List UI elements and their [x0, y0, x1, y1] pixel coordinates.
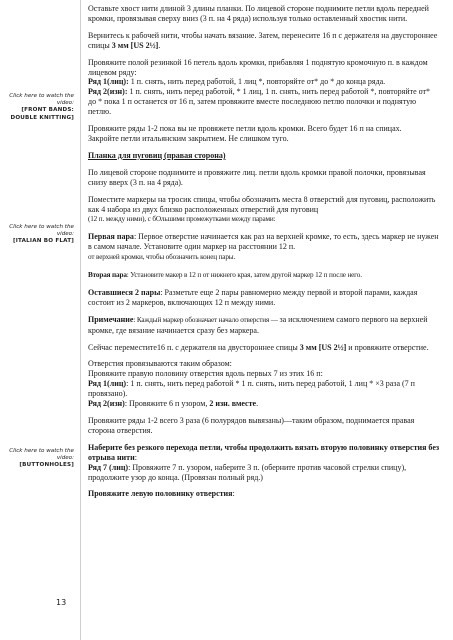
video-link-italian-bo[interactable] [2, 224, 74, 246]
paragraph: Провяжите ряды 1-2 пока вы не провяжете петли вдоль кромки. Всего будет 16 п на спицах. [88, 124, 402, 134]
page-number: 13 [56, 598, 67, 607]
video-link-text: Click here to watch the video: [9, 224, 74, 238]
pair-instruction: Первая пара: Первое отверстие начинается как раз на верхней кромке, то есть, здесь маркер не нужен в самом начале. Установите один маркер на расстоянии 12 п. от верхней кромки, чтобы обозначить конец пары. [88, 232, 439, 262]
row-instruction: Ряд 7 (лиц): Провяжите 7 п. узором, наберите 3 п. (оберните против часовой стрелки спицу), продолжите узор до конца. (Провязан полный ряд.) [88, 462, 407, 482]
paragraph: Провяжите полой резинкой 16 петель вдоль кромки, прибавляя 1 поднятую кромочную п. в каждом лицевом ряду: [88, 57, 428, 77]
paragraph: Поместите маркеры на тросик спицы, чтобы обозначить места 8 отверстий для пуговиц, расположить как 4 набора из двух близко расположенных отверстий для пуговиц (12 п. между ними), с бОльшими промежутками между парами: [88, 194, 436, 224]
video-link-text: Click here to watch the video: [9, 93, 74, 107]
margin-rule [80, 0, 81, 640]
paragraph: Провяжите ряды 1-2 всего 3 раза (6 полурядов вывязаны)—таким образом, поднимается правая сторона отверстия. [88, 416, 415, 435]
paragraph: Оставьте хвост нити длиной 3 длины планки. По лицевой стороне поднимите петли вдоль передней кромки, провязывая сверху вниз (3 п. на 4 ряда) используя только оставленный хвостик нити. [88, 4, 429, 23]
paragraph: Провяжите правую половину отверстия вдоль первых 7 из этих 16 п: [88, 369, 323, 379]
video-link-text: Click here to watch the video: [9, 448, 74, 462]
paragraph: Отверстия провязываются таким образом: [88, 359, 232, 369]
page-content [88, 4, 440, 506]
video-link-label: [ITALIAN BO FLAT] [13, 238, 74, 245]
note: Примечание: Каждый маркер обозначает начало отверстия — за исключением самого первого на верхней кромке, где вязание начинается сразу без маркера. [88, 314, 428, 335]
row-instruction: Ряд 1(лиц): 1 п. снять, нить перед работой * 1 п. снять, нить перед работой, 1 лиц * ×3 раза (7 п провязано). [88, 379, 415, 399]
paragraph: Наберите без резкого перехода петли, чтобы продолжить вязать вторую половинку отверстия без отрыва нити: [88, 442, 440, 462]
video-link-label: [BUTTONHOLES] [19, 462, 74, 469]
video-link-buttonholes[interactable] [2, 448, 74, 470]
paragraph: Вернитесь к рабочей нити, чтобы начать вязание. Затем, перенесите 16 п с держателя на двустороннее спицы 3 мм [US 2½]. [88, 30, 438, 50]
pair-instruction: Оставшиеся 2 пары: Разметьте еще 2 пары равномерно между первой и второй парами, каждая состоит из 2 маркеров, включающих 12 п между ними. [88, 287, 418, 307]
paragraph: Закройте петли итальянским закрытием. Не слишком туго. [88, 133, 289, 143]
paragraph: По лицевой стороне поднимите и провяжите лиц. петли вдоль кромки правой полочки, провязывая снизу вверх (3 п. на 4 ряда). [88, 167, 426, 187]
video-link-label: [FRONT BANDS: DOUBLE KNITTING] [10, 107, 74, 121]
video-link-front-bands[interactable] [2, 93, 74, 122]
pair-instruction: Вторая пара: Установите макер в 12 п от нижнего края, затем другой маркер 12 п после него. [88, 271, 362, 280]
paragraph: Провяжите левую половинку отверстия: [88, 489, 235, 499]
section-heading: Планка для пуговиц (правая сторона) [88, 150, 226, 160]
row-instruction: Ряд 2(изн): 1 п. снять, нить перед работой, * 1 лиц, 1 п. снять, нить перед работой *, повторяйте от* до * пока 1 п останется от 16 п, затем провяжите вместе последнюю петлю полочки и поднятую петлю. [88, 87, 431, 117]
row-instruction: Ряд 2(изн): Провяжите 6 п узором, 2 изн. вместе. [88, 399, 259, 409]
row-instruction: Ряд 1(лиц): 1 п. снять, нить перед работой, 1 лиц *, повторяйте от* до * до конца ряда. [88, 77, 386, 87]
paragraph: Сейчас переместите16 п. с держателя на двустороннее спицы 3 мм [US 2½] и провяжите отверстие. [88, 342, 429, 352]
